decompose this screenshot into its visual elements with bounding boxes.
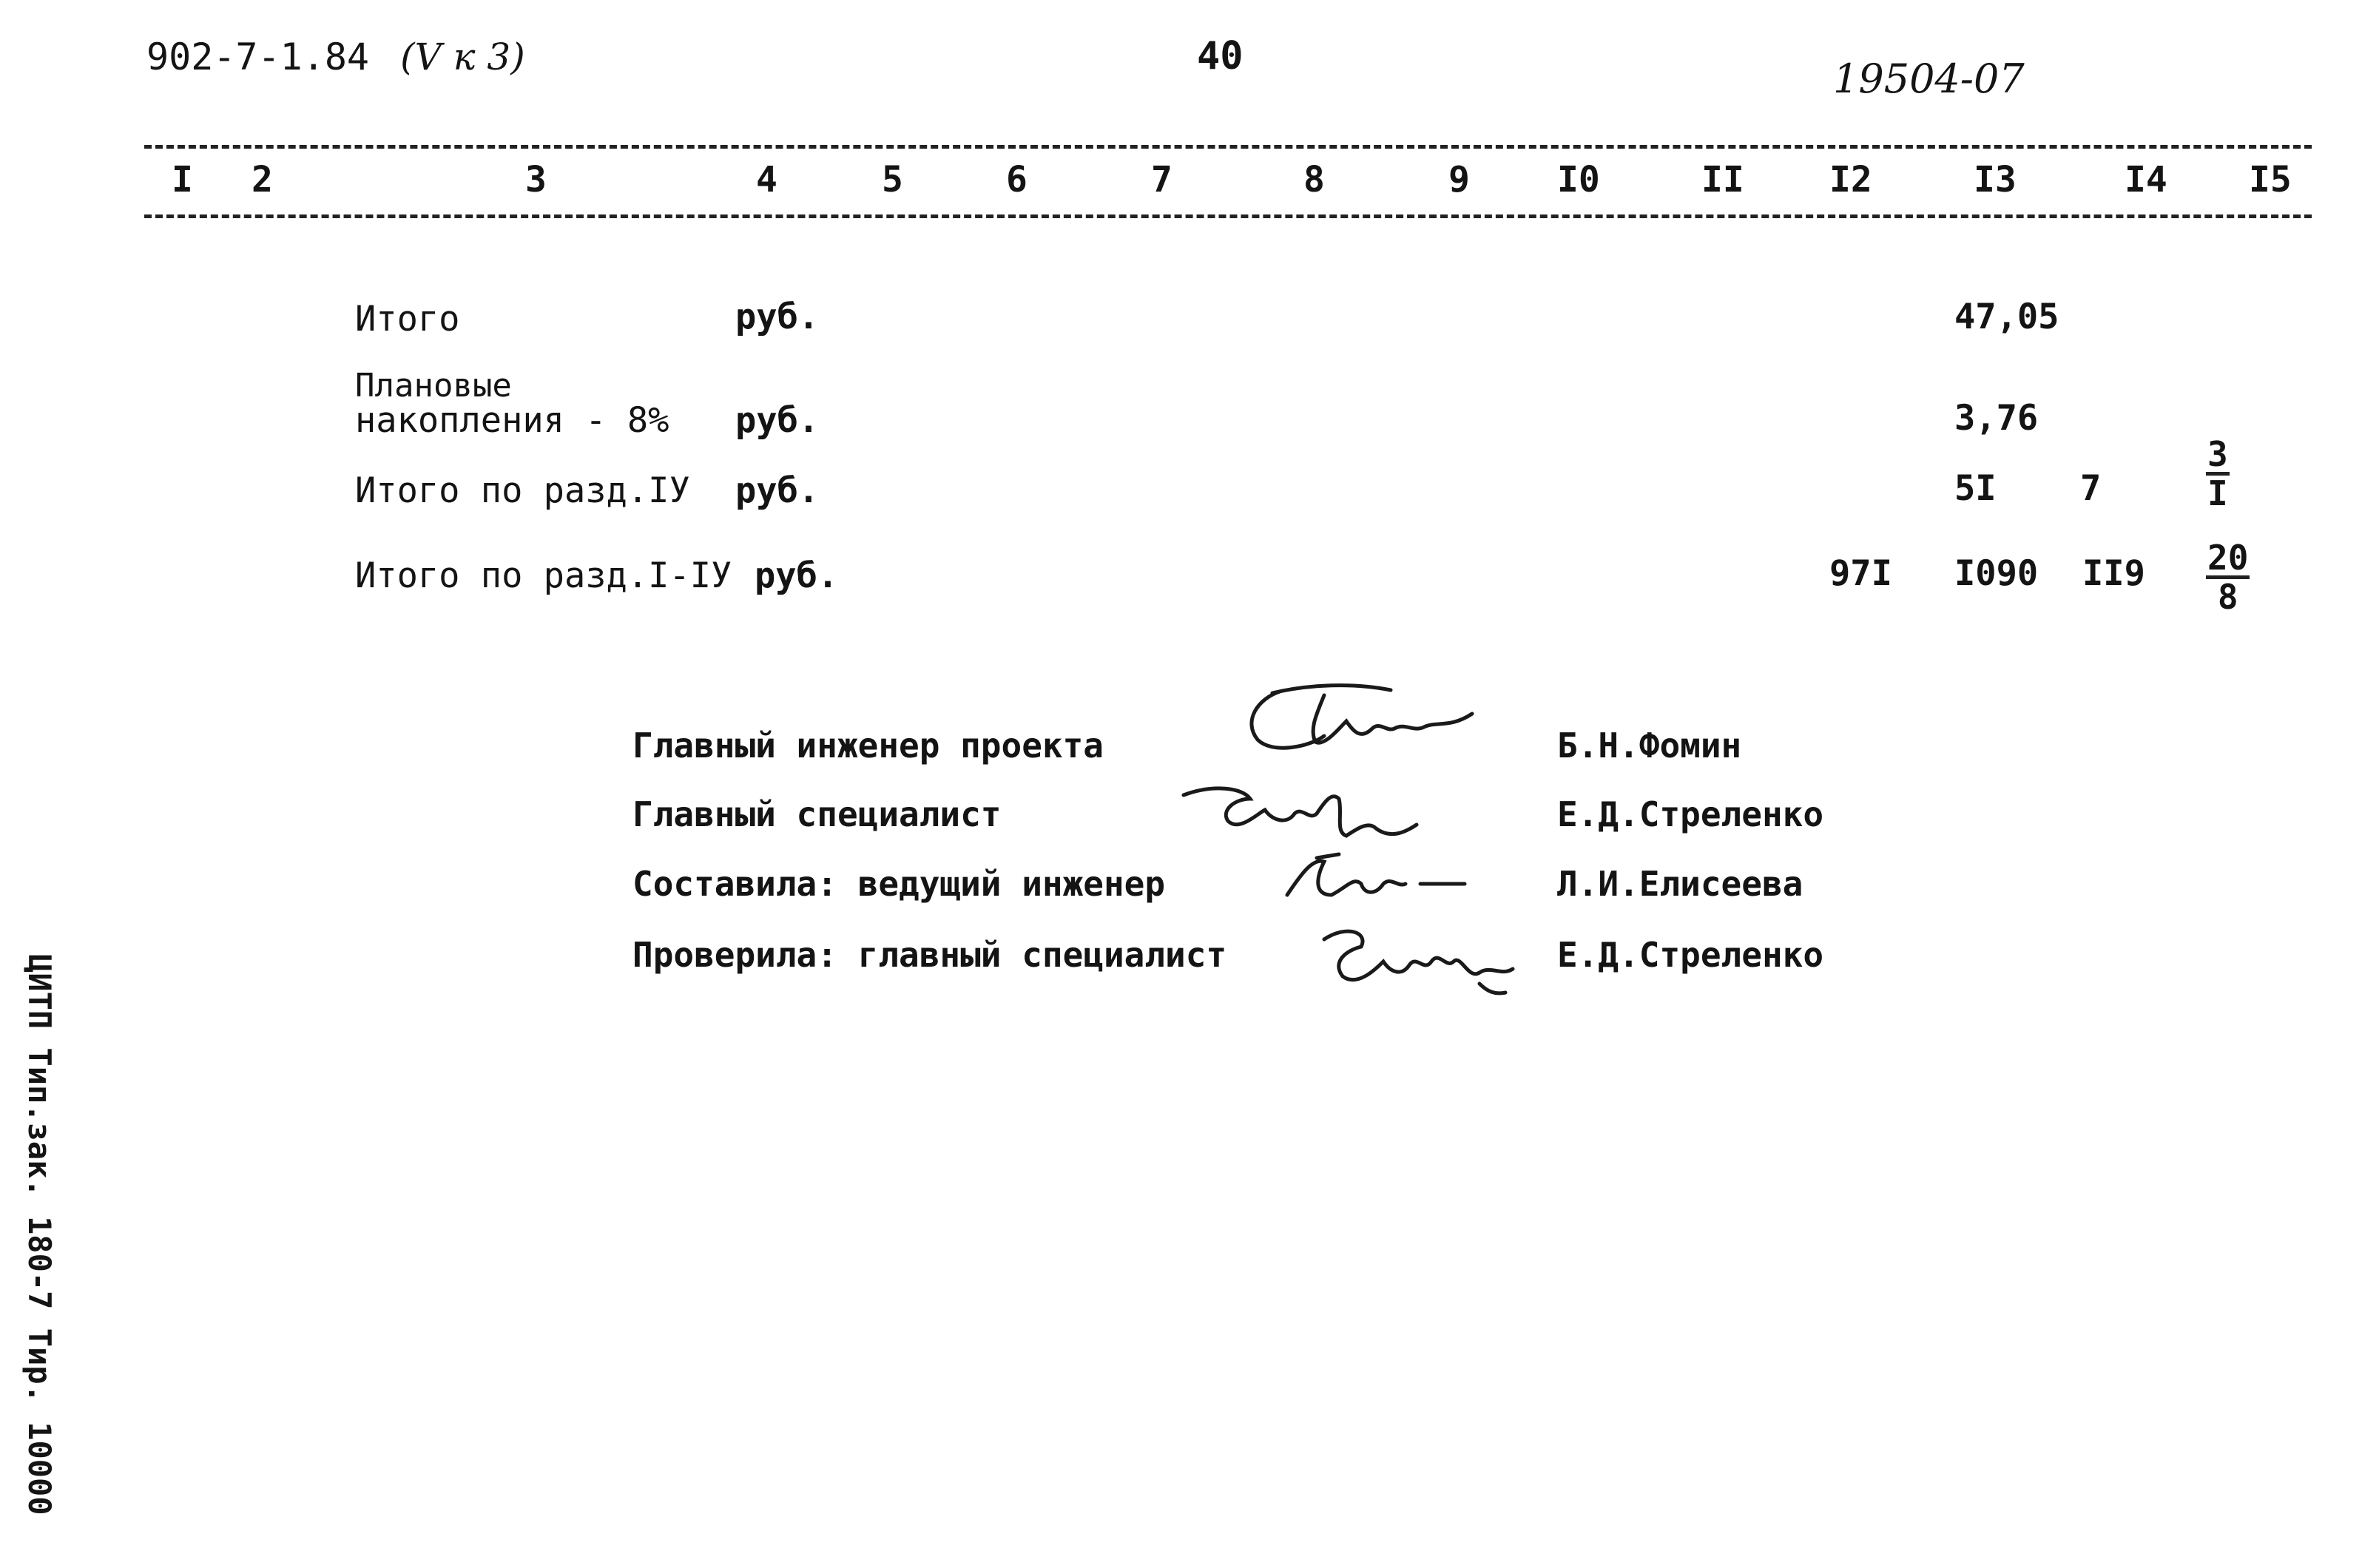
table-row-col15-fraction [2206, 436, 2230, 512]
table-row-label-line1: Плановые [355, 367, 512, 405]
fraction-numerator: 3 [2206, 436, 2230, 476]
column-number-11: II [1701, 159, 1744, 200]
handwritten-signature-1 [1228, 677, 1524, 773]
signature-role: Главный специалист [632, 794, 1002, 834]
column-number-10: I0 [1557, 159, 1600, 200]
table-row-col14: 7 [2080, 468, 2102, 509]
table-row-col13: 47,05 [1954, 297, 2059, 337]
signature-name: Л.И.Елисеева [1557, 864, 1803, 904]
signature-name: Б.Н.Фомин [1557, 726, 1742, 766]
table-row-unit: руб. [735, 400, 820, 441]
table-row-label-line2: накопления - 8% [355, 400, 669, 441]
header-top-rule [144, 145, 2312, 149]
column-number-1: I [172, 159, 193, 200]
document-code [146, 36, 525, 78]
table-row-col15-fraction [2206, 538, 2250, 618]
column-number-7: 7 [1151, 159, 1172, 200]
table-row-col14: II9 [2082, 553, 2145, 594]
handwritten-signature-3 [1272, 843, 1494, 917]
column-number-3: 3 [525, 159, 547, 200]
signature-role: Составила: ведущий инженер [632, 864, 1166, 904]
table-row-label: Итого по разд.IУ [355, 470, 690, 511]
column-number-8: 8 [1303, 159, 1325, 200]
column-number-15: I5 [2249, 159, 2292, 200]
table-row-unit: руб. [755, 555, 839, 596]
table-row-label: Итого по разд.I-IУ [355, 555, 732, 596]
document-code-note: (V к 3) [400, 36, 525, 78]
archive-number: 19504-07 [1833, 55, 2025, 102]
column-number-9: 9 [1448, 159, 1470, 200]
header-bottom-rule [144, 214, 2312, 218]
signature-name: Е.Д.Стреленко [1557, 794, 1824, 834]
column-number-4: 4 [756, 159, 777, 200]
signature-role: Проверила: главный специалист [632, 935, 1227, 975]
fraction-numerator: 20 [2206, 540, 2250, 579]
print-stamp: ЦИТП Тип.зак. 180-7 Тир. 10000 [21, 954, 58, 1515]
table-row-col12: 97I [1829, 553, 1892, 594]
table-row-unit: руб. [735, 297, 820, 337]
column-number-5: 5 [882, 159, 903, 200]
table-row-col13: I090 [1954, 553, 2039, 594]
column-number-2: 2 [252, 159, 273, 200]
handwritten-signature-4 [1302, 910, 1531, 1013]
table-row-col13: 3,76 [1954, 398, 2039, 439]
fraction-denominator: 8 [2217, 577, 2238, 618]
column-number-6: 6 [1006, 159, 1028, 200]
document-code-number: 902-7-1.84 [146, 36, 370, 78]
column-number-13: I3 [1974, 159, 2017, 200]
table-row-col13: 5I [1954, 468, 1997, 509]
column-number-12: I2 [1829, 159, 1872, 200]
signature-name: Е.Д.Стреленко [1557, 935, 1824, 975]
signature-role: Главный инженер проекта [632, 726, 1104, 766]
table-row-label: Итого [355, 299, 460, 339]
page-number: 40 [1197, 34, 1244, 78]
table-row-unit: руб. [735, 470, 820, 511]
column-number-14: I4 [2125, 159, 2167, 200]
fraction-denominator: I [2207, 473, 2228, 514]
